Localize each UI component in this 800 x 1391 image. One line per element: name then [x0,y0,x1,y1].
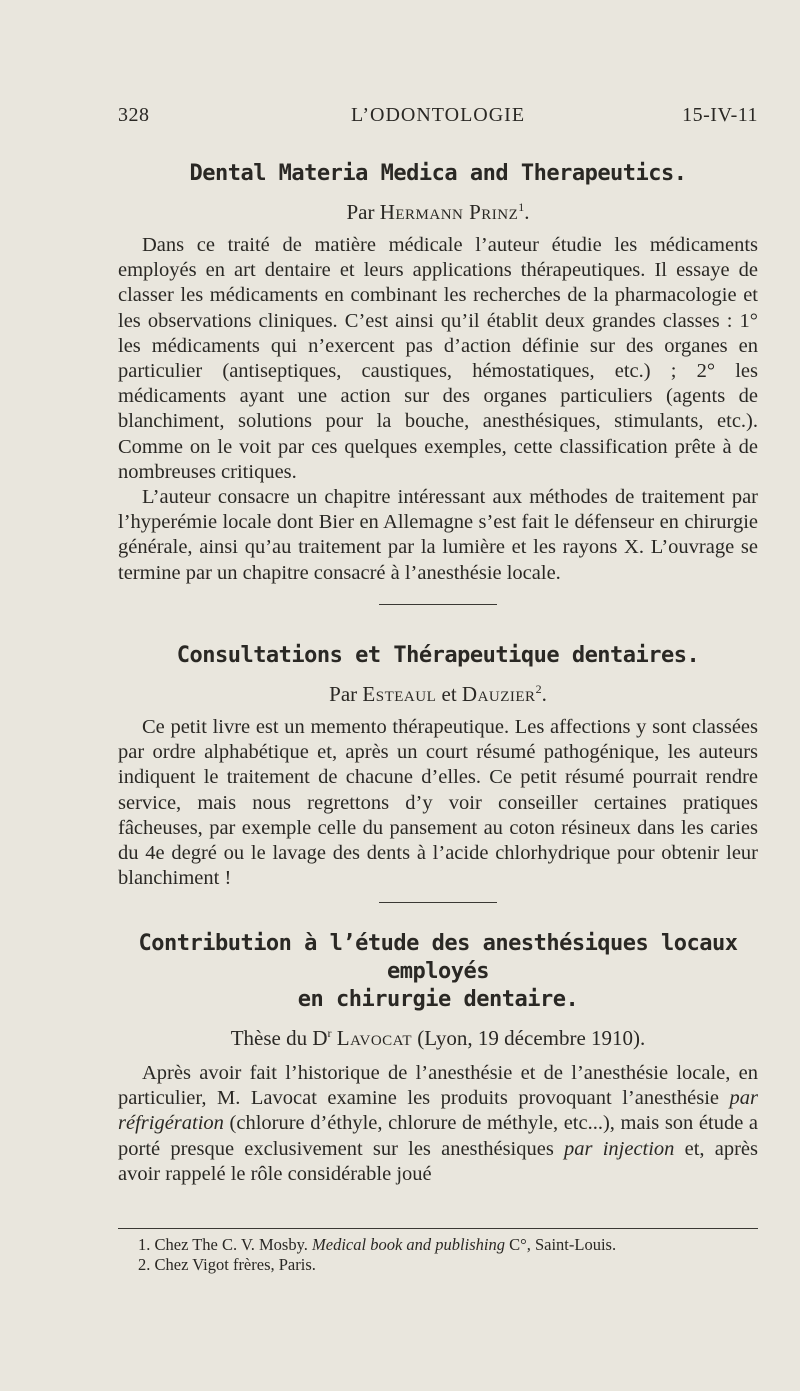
review-title: Dental Materia Medica and Therapeutics. [189,161,687,186]
running-header [118,104,758,134]
footnote-ref: 2 [535,682,542,696]
review-byline: Par Esteaul et Dauzier$^2$. [329,682,547,706]
paragraph: Dans ce traité de matière médicale l’auteur étudie les médicaments employés en art dentaire et leurs applications thérapeutiques. Il essaye de classer les médicaments en combinant les recherches de la pharmacologie et les observations cliniques. C’est ainsi qu’il établit deux grandes classes : 1° les médicaments qui n’exercent pas d’action définie sur des organes en particulier (antiseptiques, caustiques, hémostatiques, etc.) ; 2° les médicaments ayant une action sur des organes particuliers (agents de blanchiment, solutions pour la bouche, anesthésiques, stimulants, etc.). Comme on le voit par ces quelques exemples, cette classification prête à de nombreuses critiques. [118,234,758,483]
author-name: Lavocat [336,1026,413,1050]
running-title: L’ODONTOLOGIE [350,104,526,126]
review-dental-materia-medica [118,160,758,586]
review-consultations [118,642,758,891]
review-title: Consultations et Thérapeutique dentaires. [176,643,700,668]
paragraph: Après avoir fait l’historique de l’anesthésie et de l’anesthésie locale, en particulier, M. Lavocat examine les produits provoquant l’anesthésie par réfrigération (chlorure d’éthyle, chlorure de méthyle, etc...), mais son étude a porté presque exclusivement sur les anesthésiques par injection et, après avoir rappelé le rôle considérable joué [118,1062,759,1185]
paragraph: Ce petit livre est un memento thérapeutique. Les affections y sont classées par ordre alphabétique et, après un court résumé pathogénique, les auteurs indiquent le traitement de chacune d’elles. Ce petit résumé pourrait rendre service, mais nous regrettons d’y voir conseiller certaines pratiques fâcheuses, par exemple celle du pansement au coton résineux dans les caries du 4e degré ou le lavage des dents à l’acide chlorhydrique pour obtenir leur blanchiment ! [118,716,758,890]
footnote-ref: 1 [518,200,525,214]
review-byline: Par Hermann Prinz$^1$. [346,200,530,224]
author-name: Hermann Prinz [379,200,519,224]
paragraph: L’auteur consacre un chapitre intéressant aux méthodes de traitement par l’hyperémie locale dont Bier en Allemagne s’est fait le défenseur en chirurgie générale, ainsi qu’au traitement par la lumière et les rayons X. L’ouvrage se termine par un chapitre consacré à l’anesthésie locale. [118,486,758,584]
section-divider [379,902,497,903]
thesis-info: Thèse du $D^r$ Lavocat (Lyon, 19 décembre 1910). [230,1026,646,1050]
review-contribution-anesthesiques [118,930,758,1187]
issue-date: 15-IV-11 [682,104,758,126]
footnote-divider [118,1228,758,1229]
footnote-1: 1. Chez The C. V. Mosby. Medical book and publishing C°, Saint-Louis. [138,1235,617,1254]
footnote-2: 2. Chez Vigot frères, Paris. [138,1255,316,1274]
author-name: Esteaul [362,682,437,706]
page-number: 328 [118,104,150,126]
footnotes [118,1228,758,1275]
author-name: Dauzier [461,682,536,706]
section-divider [379,604,497,605]
review-title: Contribution à l’étude des anesthésiques locaux employés en chirurgie dentaire. [138,931,738,1012]
